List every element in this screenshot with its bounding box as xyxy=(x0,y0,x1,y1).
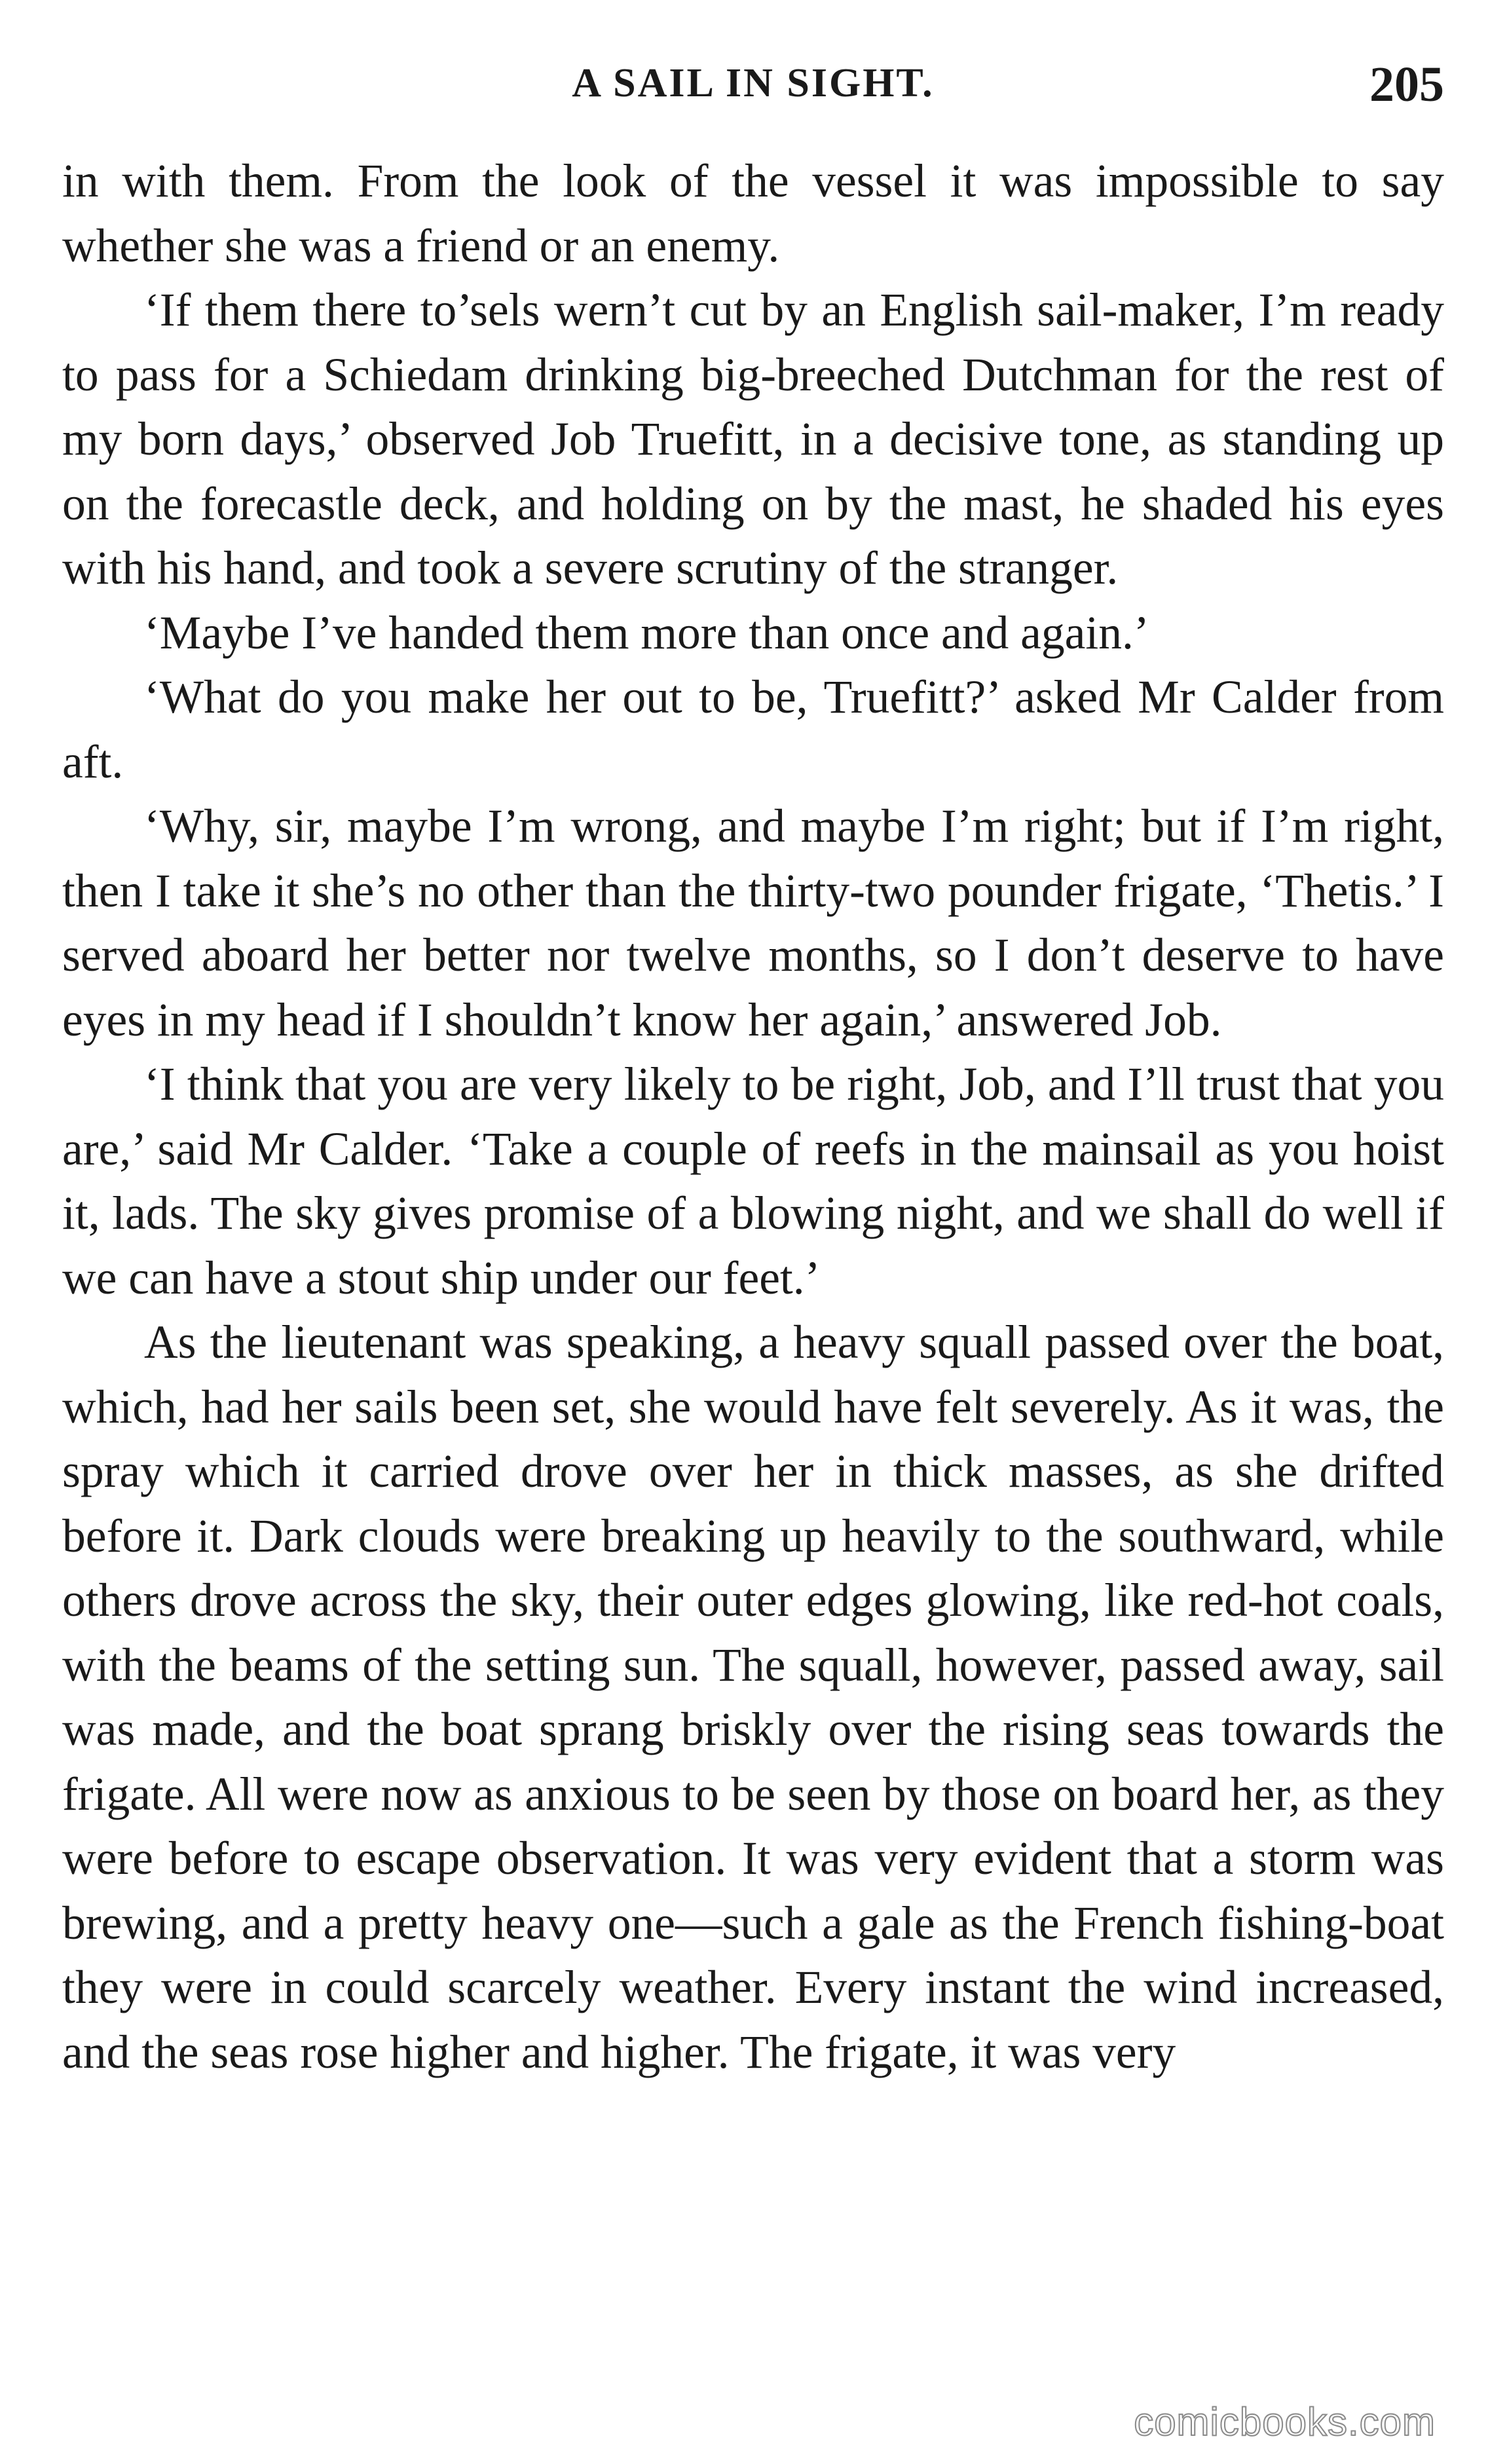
running-title: A SAIL IN SIGHT. xyxy=(572,61,935,105)
running-head xyxy=(62,57,1444,126)
paragraph-continuation: in with them. From the look of the vessel it was impossible to say whether she was a friend or an enemy. xyxy=(62,155,1444,272)
watermark-logo: comicbooks.com xyxy=(1134,2400,1436,2444)
paragraph: ‘What do you make her out to be, Truefitt?’ asked Mr Calder from aft. xyxy=(62,671,1444,788)
paragraph: ‘Why, sir, maybe I’m wrong, and maybe I’m right; but if I’m right, then I take it she’s no other than the thirty-two pounder frigate, ‘Thetis.’ I served aboard her better nor twelve months, so I don’t deserve to have eyes in my head if I shouldn’t know her again,’ answered Job. xyxy=(62,800,1444,1046)
page-number: 205 xyxy=(1369,57,1444,112)
paragraph: ‘I think that you are very likely to be right, Job, and I’ll trust that you are,’ said Mr Calder. ‘Take a couple of reefs in the mainsail as you hoist it, lads. The sky gives promise of a blowing night, and we shall do well if we can have a stout ship under our feet.’ xyxy=(62,1058,1444,1304)
paragraph: ‘If them there to’sels wern’t cut by an English sail-maker, I’m ready to pass for a Schiedam drinking big-breeched Dutchman for the rest of my born days,’ observed Job Truefitt, in a decisive tone, as standing up on the forecastle deck, and holding on by the mast, he shaded his eyes with his hand, and took a severe scrutiny of the stranger. xyxy=(62,284,1444,594)
body-text xyxy=(62,149,1444,2085)
paragraph: ‘Maybe I’ve handed them more than once and again.’ xyxy=(144,607,1149,659)
paragraph: As the lieutenant was speaking, a heavy squall passed over the boat, which, had her sails been set, she would have felt severely. As it was, the spray which it carried drove over her in thick masses, as she drifted before it. Dark clouds were breaking up heavily to the southward, while others drove across the sky, their outer edges glowing, like red-hot coals, with the beams of the setting sun. The squall, however, passed away, sail was made, and the boat sprang briskly over the rising seas towards the frigate. All were now as anxious to be seen by those on board her, as they were before to escape observation. It was very evident that a storm was brewing, and a pretty heavy one—such a gale as the French fishing-boat they were in could scarcely weather. Every instant the wind increased, and the seas rose higher and higher. The frigate, it was very xyxy=(62,1316,1444,2078)
